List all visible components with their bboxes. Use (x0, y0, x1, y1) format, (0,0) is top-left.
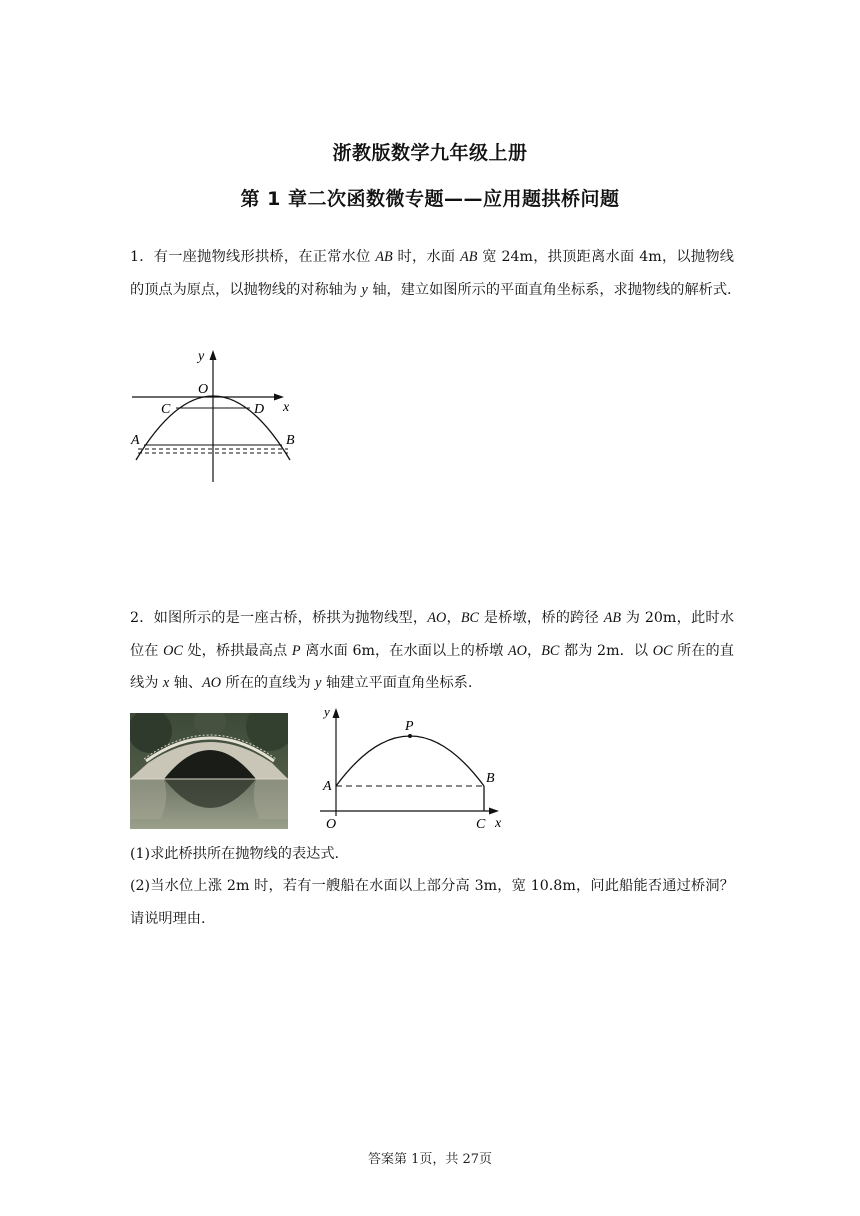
label-y: y (198, 349, 205, 364)
label-D: D (254, 402, 265, 417)
problem-2-subquestion-1: (1)求此桥拱所在抛物线的表达式. (130, 846, 340, 862)
problem-2-coordinate-figure (312, 700, 512, 836)
label-A: A (323, 779, 332, 794)
label-O: O (198, 382, 209, 397)
problem-2-text: 2．如图所示的是一座古桥，桥拱为抛物线型，AO，BC 是桥墩，桥的跨径 AB 为 20m，此时水位在 OC 处，桥拱最高点 P 离水面 6m，在水面以上的桥墩 AO，BC 都为 2m．以 OC 所在的直线为 x 轴、AO 所在的直线为 y 轴建立平面直角坐标系. (130, 610, 735, 691)
problem-1-text: 1．有一座抛物线形拱桥，在正常水位 AB 时，水面 AB 宽 24m，拱顶距离水面 4m，以抛物线的顶点为原点，以抛物线的对称轴为 y 轴，建立如图所示的平面直角坐标系，求抛物线的解析式. (130, 249, 734, 298)
label-B: B (286, 433, 295, 448)
doc-title: 浙教版数学九年级上册 (332, 142, 528, 164)
doc-subtitle: 第 1 章二次函数微专题——应用题拱桥问题 (240, 188, 620, 210)
label-A: A (131, 433, 140, 448)
label-C: C (476, 817, 486, 832)
page-footer: 答案第 1页，共 27页 (367, 1152, 493, 1167)
label-B: B (486, 771, 495, 786)
label-x: x (283, 400, 290, 415)
label-P: P (405, 719, 414, 734)
label-O: O (326, 817, 337, 832)
problem-2-subquestion-2: (2)当水位上涨 2m 时，若有一艘船在水面以上部分高 3m，宽 10.8m，问此船能否通过桥洞？请说明理由. (130, 878, 734, 927)
label-C: C (161, 402, 171, 417)
label-x: x (495, 816, 502, 831)
ancient-bridge-photo (130, 713, 288, 829)
label-y: y (324, 704, 330, 719)
problem-1-parabola-figure (128, 344, 300, 486)
